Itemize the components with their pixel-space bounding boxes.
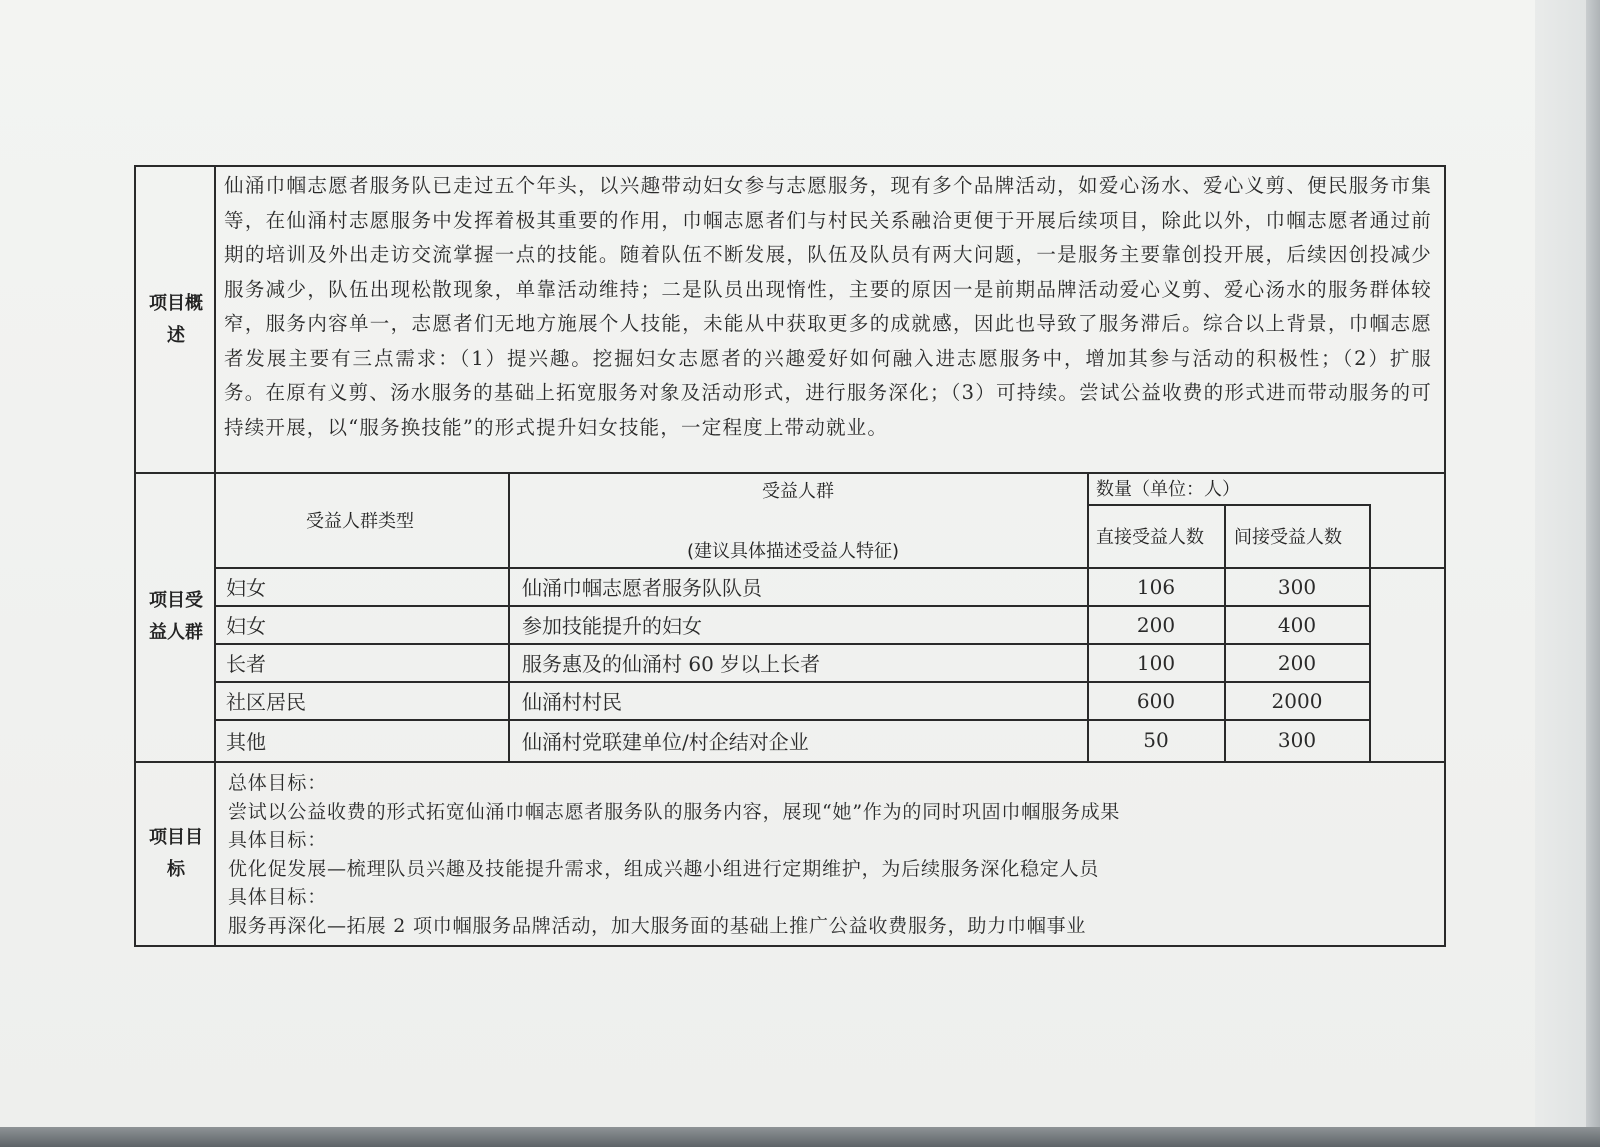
header-group: 受益人群 [762, 481, 834, 502]
row-2-direct: 200 [1136, 612, 1176, 637]
row-1-indirect: 300 [1277, 574, 1317, 599]
goals-label [136, 762, 216, 945]
goals-line-specific-2: 服务再深化—拓展 2 项巾帼服务品牌活动，加大服务面的基础上推广公益收费服务，助力巾帼事业 [228, 914, 1087, 937]
row-4-desc: 仙涌村村民 [522, 690, 622, 714]
col-divider-indirect [1369, 504, 1371, 761]
row-4-direct: 600 [1136, 688, 1176, 713]
paper-margin [1535, 0, 1588, 1128]
goals-line-specific-heading-1: 具体目标： [228, 829, 328, 851]
row-3-type: 长者 [226, 652, 266, 676]
goals-line-specific-heading-2: 具体目标： [228, 886, 328, 908]
row-2-indirect: 400 [1277, 612, 1317, 637]
beneficiaries-label-text: 项目受益人群 [149, 590, 203, 643]
header-quantity: 数量（单位：人） [1096, 479, 1240, 500]
row-4-type: 社区居民 [226, 690, 306, 714]
beneficiaries-label [136, 473, 216, 761]
goals-label-text: 项目目标 [149, 826, 203, 880]
paper-edge [1586, 0, 1600, 1147]
overview-bottom-border [136, 472, 1444, 474]
row-2-desc: 参加技能提升的妇女 [522, 614, 702, 638]
overview-text: 仙涌巾帼志愿者服务队已走过五个年头，以兴趣带动妇女参与志愿服务，现有多个品牌活动，如爱心汤水、爱心义剪、便民服务市集等，在仙涌村志愿服务中发挥着极其重要的作用，巾帼志愿者们与村民关系融洽更便于开展后续项目，除此以外，巾帼志愿者通过前期的培训及外出走访交流掌握一点的技能。随着队伍不断发展，队伍及队员有两大问题，一是服务主要靠创投开展，后续因创投减少服务减少，队伍出现松散现象，单靠活动维持；二是队员出现惰性，主要的原因一是前期品牌活动爱心义剪、爱心汤水的服务群体较窄，服务内容单一，志愿者们无地方施展个人技能，未能从中获取更多的成就感，因此也导致了服务滞后。综合以上背景，巾帼志愿者发展主要有三点需求：（1）提兴趣。挖掘妇女志愿者的兴趣爱好如何融入进志愿服务中，增加其参与活动的积极性；（2）扩服务。在原有义剪、汤水服务的基础上拓宽服务对象及活动形式，进行服务深化；（3）可持续。尝试公益收费的形式进而带动服务的可持续开展，以“服务换技能”的形式提升妇女技能，一定程度上带动就业。 [224, 174, 1432, 439]
header-direct: 直接受益人数 [1096, 527, 1204, 548]
goals-line-specific-1: 优化促发展—梳理队员兴趣及技能提升需求，组成兴趣小组进行定期维护，为后续服务深化稳定人员 [228, 857, 1100, 880]
header-group-note: (建议具体描述受益人特征) [687, 541, 900, 562]
quantity-header-underline [1087, 504, 1369, 506]
paper-shadow [0, 1127, 1600, 1147]
row-2-type: 妇女 [226, 614, 266, 638]
row-5-type: 其他 [226, 729, 266, 754]
row-3-indirect: 200 [1277, 650, 1317, 675]
row-1-direct: 106 [1136, 574, 1176, 599]
row-3-direct: 100 [1136, 650, 1176, 675]
project-form-table [134, 165, 1446, 947]
overview-label [136, 167, 216, 472]
row-1-type: 妇女 [226, 576, 266, 600]
goals-text [228, 769, 1428, 940]
col-divider-type [508, 472, 510, 761]
beneficiaries-bottom-border [136, 761, 1444, 763]
overview-label-text: 项目概述 [149, 292, 203, 346]
row-5-direct: 50 [1143, 728, 1169, 752]
row-5-indirect: 300 [1277, 728, 1317, 752]
header-type: 受益人群类型 [306, 511, 414, 532]
goals-line-overall-heading: 总体目标： [228, 772, 328, 794]
row-4-indirect: 2000 [1271, 688, 1323, 713]
header-indirect: 间接受益人数 [1234, 527, 1342, 548]
row-3-desc: 服务惠及的仙涌村 60 岁以上长者 [522, 652, 821, 676]
row-5-desc: 仙涌村党联建单位/村企结对企业 [522, 729, 809, 754]
goals-line-overall: 尝试以公益收费的形式拓宽仙涌巾帼志愿者服务队的服务内容，展现“她”作为的同时巩固巾帼服务成果 [228, 800, 1121, 823]
row-1-desc: 仙涌巾帼志愿者服务队队员 [522, 576, 762, 600]
